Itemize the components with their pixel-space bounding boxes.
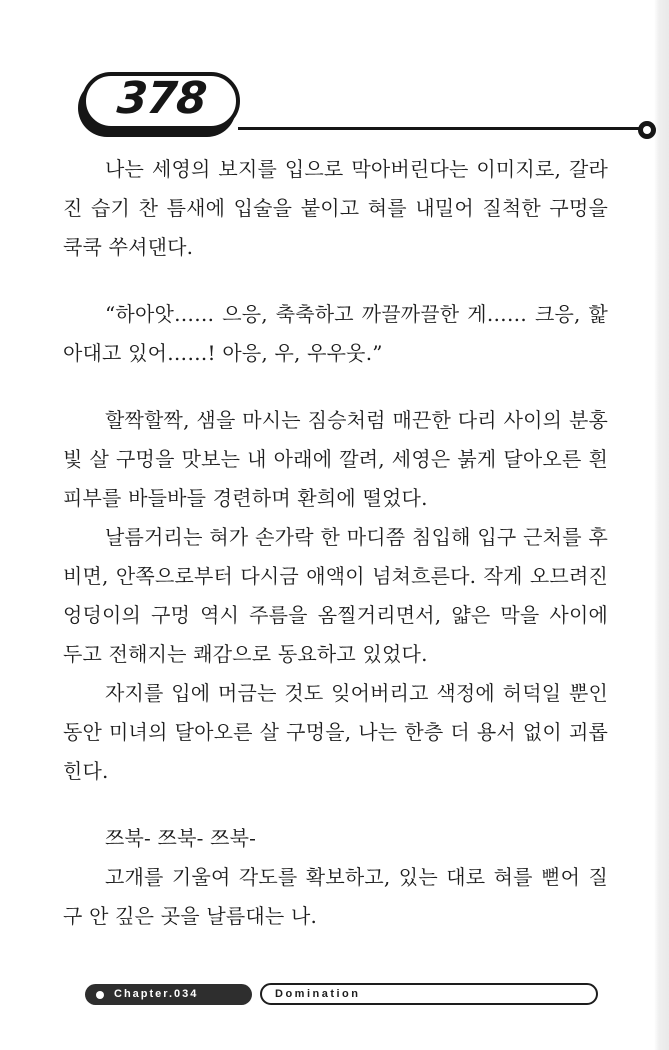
header-rule-end-dot-icon [638, 121, 656, 139]
chapter-label: Chapter.034 [114, 988, 199, 1000]
chapter-badge [85, 984, 252, 1005]
body-text [63, 150, 608, 936]
page-number: 378 [114, 73, 208, 124]
paragraph: 할짝할짝, 샘을 마시는 짐승처럼 매끈한 다리 사이의 분홍빛 살 구멍을 맛보는 내 아래에 깔려, 세영은 붉게 달아오른 흰 피부를 바들바들 경련하며 환희에 떨었다. [63, 408, 608, 510]
header-rule-line [238, 127, 642, 130]
paragraph: 날름거리는 혀가 손가락 한 마디쯤 침입해 입구 근처를 후비면, 안쪽으로부터 다시금 애액이 넘쳐흐른다. 작게 오므려진 엉덩이의 구멍 역시 주름을 옴찔거리면서, 얇은 막을 사이에 두고 전해지는 쾌감으로 동요하고 있었다. [63, 525, 608, 666]
bullet-dot-icon [96, 991, 104, 999]
paragraph-dialogue: “하아앗…… 으응, 축축하고 까끌까끌한 게…… 크응, 핥아대고 있어……! 아응, 우, 우우웃.” [63, 302, 608, 365]
book-title-label: Domination [275, 987, 361, 1000]
page-edge-shadow [654, 0, 669, 1050]
paragraph: 자지를 입에 머금는 것도 잊어버리고 색정에 허덕일 뿐인 동안 미녀의 달아오른 살 구멍을, 나는 한층 더 용서 없이 괴롭힌다. [63, 681, 608, 783]
paragraph: 고개를 기울여 각도를 확보하고, 있는 대로 혀를 뻗어 질구 안 깊은 곳을 날름대는 나. [63, 865, 608, 928]
paragraph: 나는 세영의 보지를 입으로 막아버린다는 이미지로, 갈라진 습기 찬 틈새에 입술을 붙이고 혀를 내밀어 질척한 구멍을 쿡쿡 쑤셔댄다. [63, 157, 608, 259]
book-title-badge [260, 983, 598, 1005]
page-number-badge [82, 72, 240, 130]
paragraph-sound-effect: 쯔북- 쯔북- 쯔북- [105, 826, 257, 850]
